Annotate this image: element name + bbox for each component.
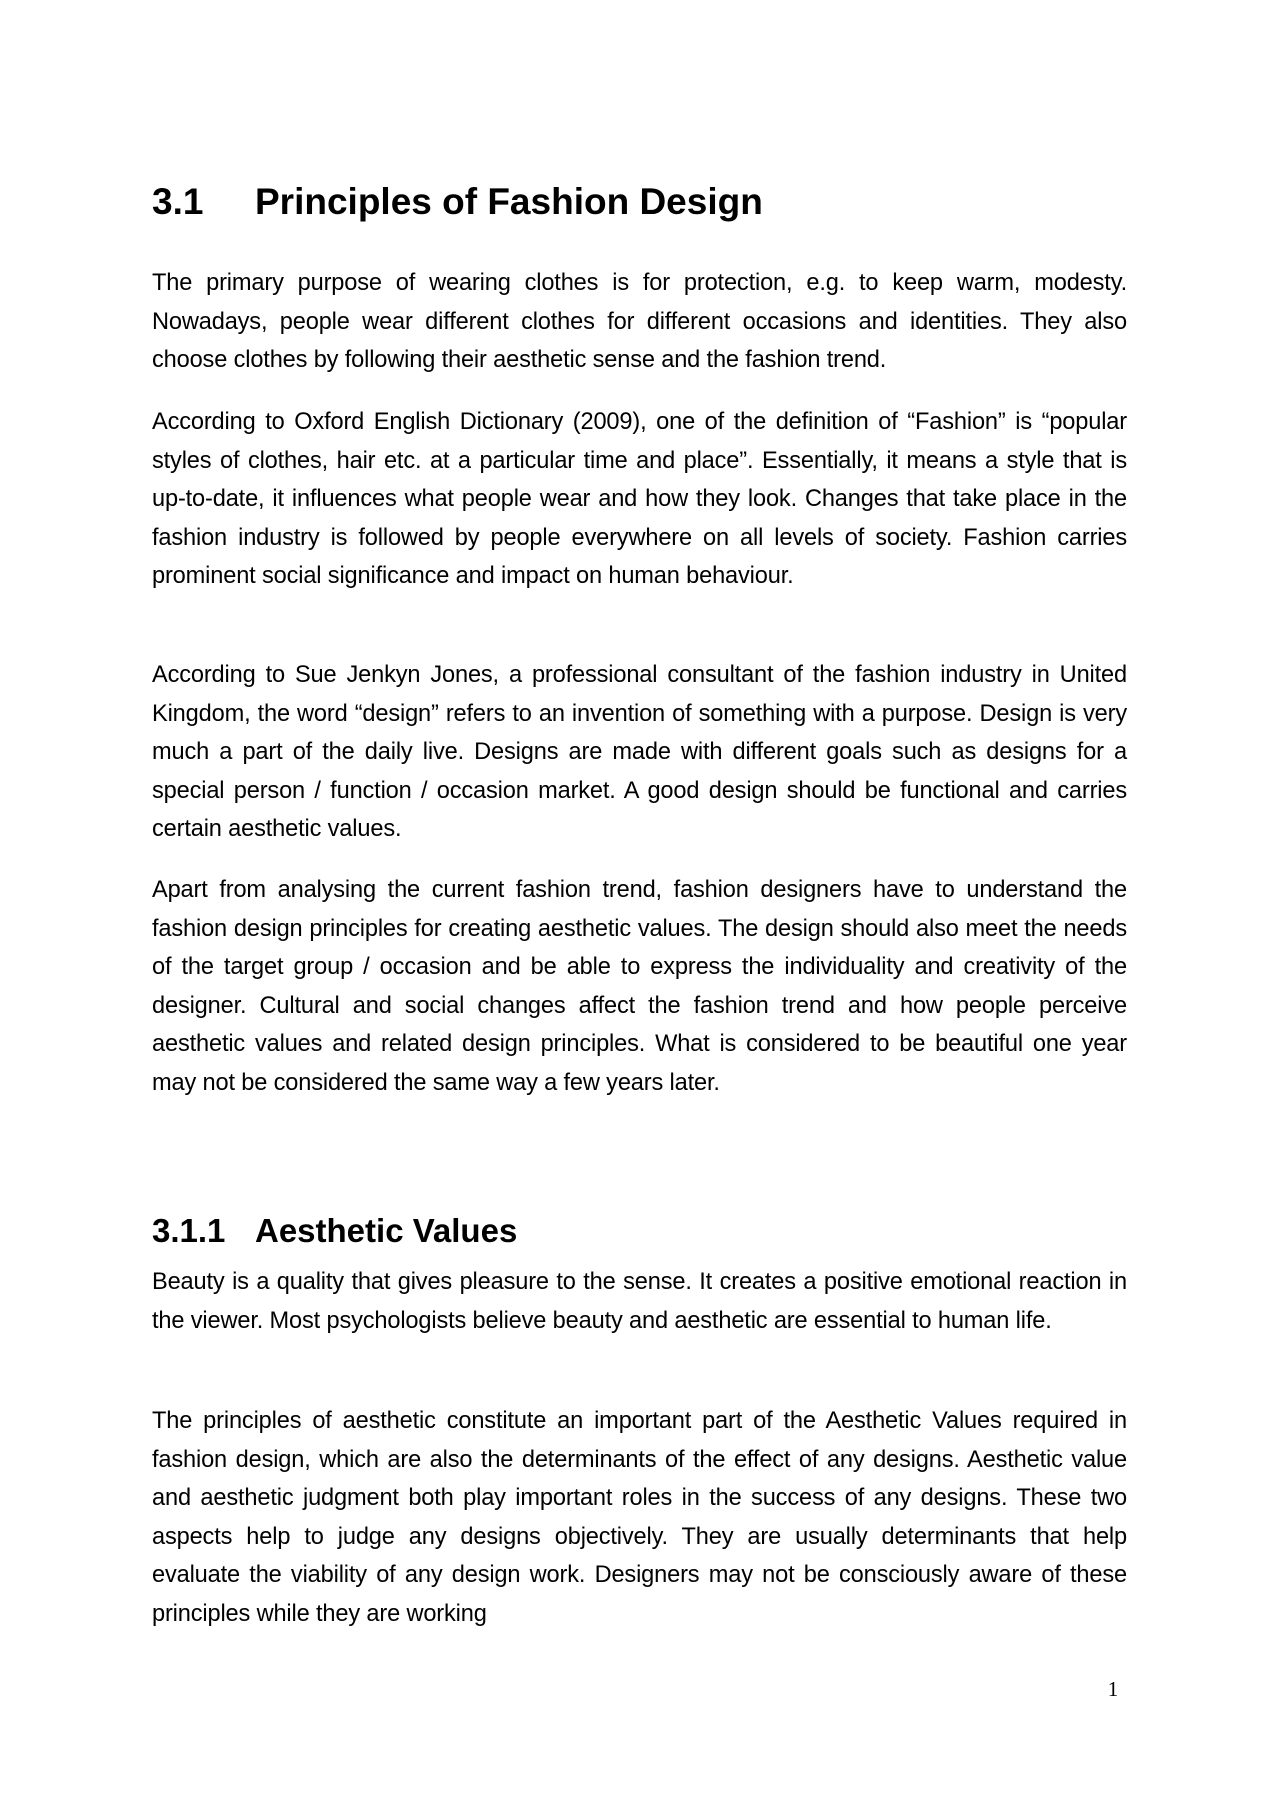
section-number: 3.1 [152, 181, 204, 222]
subsection-number: 3.1.1 [152, 1212, 226, 1249]
body-paragraph: According to Oxford English Dictionary (2009), one of the definition of “Fashion” is “popular styles of clothes, hair etc. at a particular time and place”. Essentially, it means a style that is up-to-date, it influences what people wear and how they look. Changes that take place in the fashion industry is followed by people everywhere on all levels of society. Fashion carries prominent social significance and impact on human behaviour. [152, 409, 1127, 590]
body-paragraph: Beauty is a quality that gives pleasure to the sense. It creates a positive emotional reaction in the viewer. Most psychologists believe beauty and aesthetic are essential to human life. [152, 1269, 1127, 1334]
section-title: Principles of Fashion Design [255, 181, 763, 222]
page-number: 1 [1107, 1677, 1119, 1701]
body-paragraph: Apart from analysing the current fashion trend, fashion designers have to understand the fashion design principles for creating aesthetic values. The design should also meet the needs of the target group / occasion and be able to express the individuality and creativity of the designer. Cultural and social changes affect the fashion trend and how people perceive aesthetic values and related design principles. What is considered to be beautiful one year may not be considered the same way a few years later. [152, 877, 1127, 1096]
body-paragraph: The primary purpose of wearing clothes is for protection, e.g. to keep warm, modesty. Nowadays, people wear different clothes for different occasions and identities. They also choose clothes by following their aesthetic sense and the fashion trend. [152, 270, 1127, 374]
subsection-heading [152, 1209, 517, 1253]
body-paragraph: According to Sue Jenkyn Jones, a professional consultant of the fashion industry in United Kingdom, the word “design” refers to an invention of something with a purpose. Design is very much a part of the daily live. Designs are made with different goals such as designs for a special person / function / occasion market. A good design should be functional and carries certain aesthetic values. [152, 662, 1127, 843]
body-paragraph: The principles of aesthetic constitute an important part of the Aesthetic Values required in fashion design, which are also the determinants of the effect of any designs. Aesthetic value and aesthetic judgment both play important roles in the success of any designs. These two aspects help to judge any designs objectively. They are usually determinants that help evaluate the viability of any design work. Designers may not be consciously aware of these principles while they are working [152, 1408, 1127, 1627]
section-heading [152, 177, 763, 227]
subsection-title: Aesthetic Values [255, 1212, 518, 1249]
